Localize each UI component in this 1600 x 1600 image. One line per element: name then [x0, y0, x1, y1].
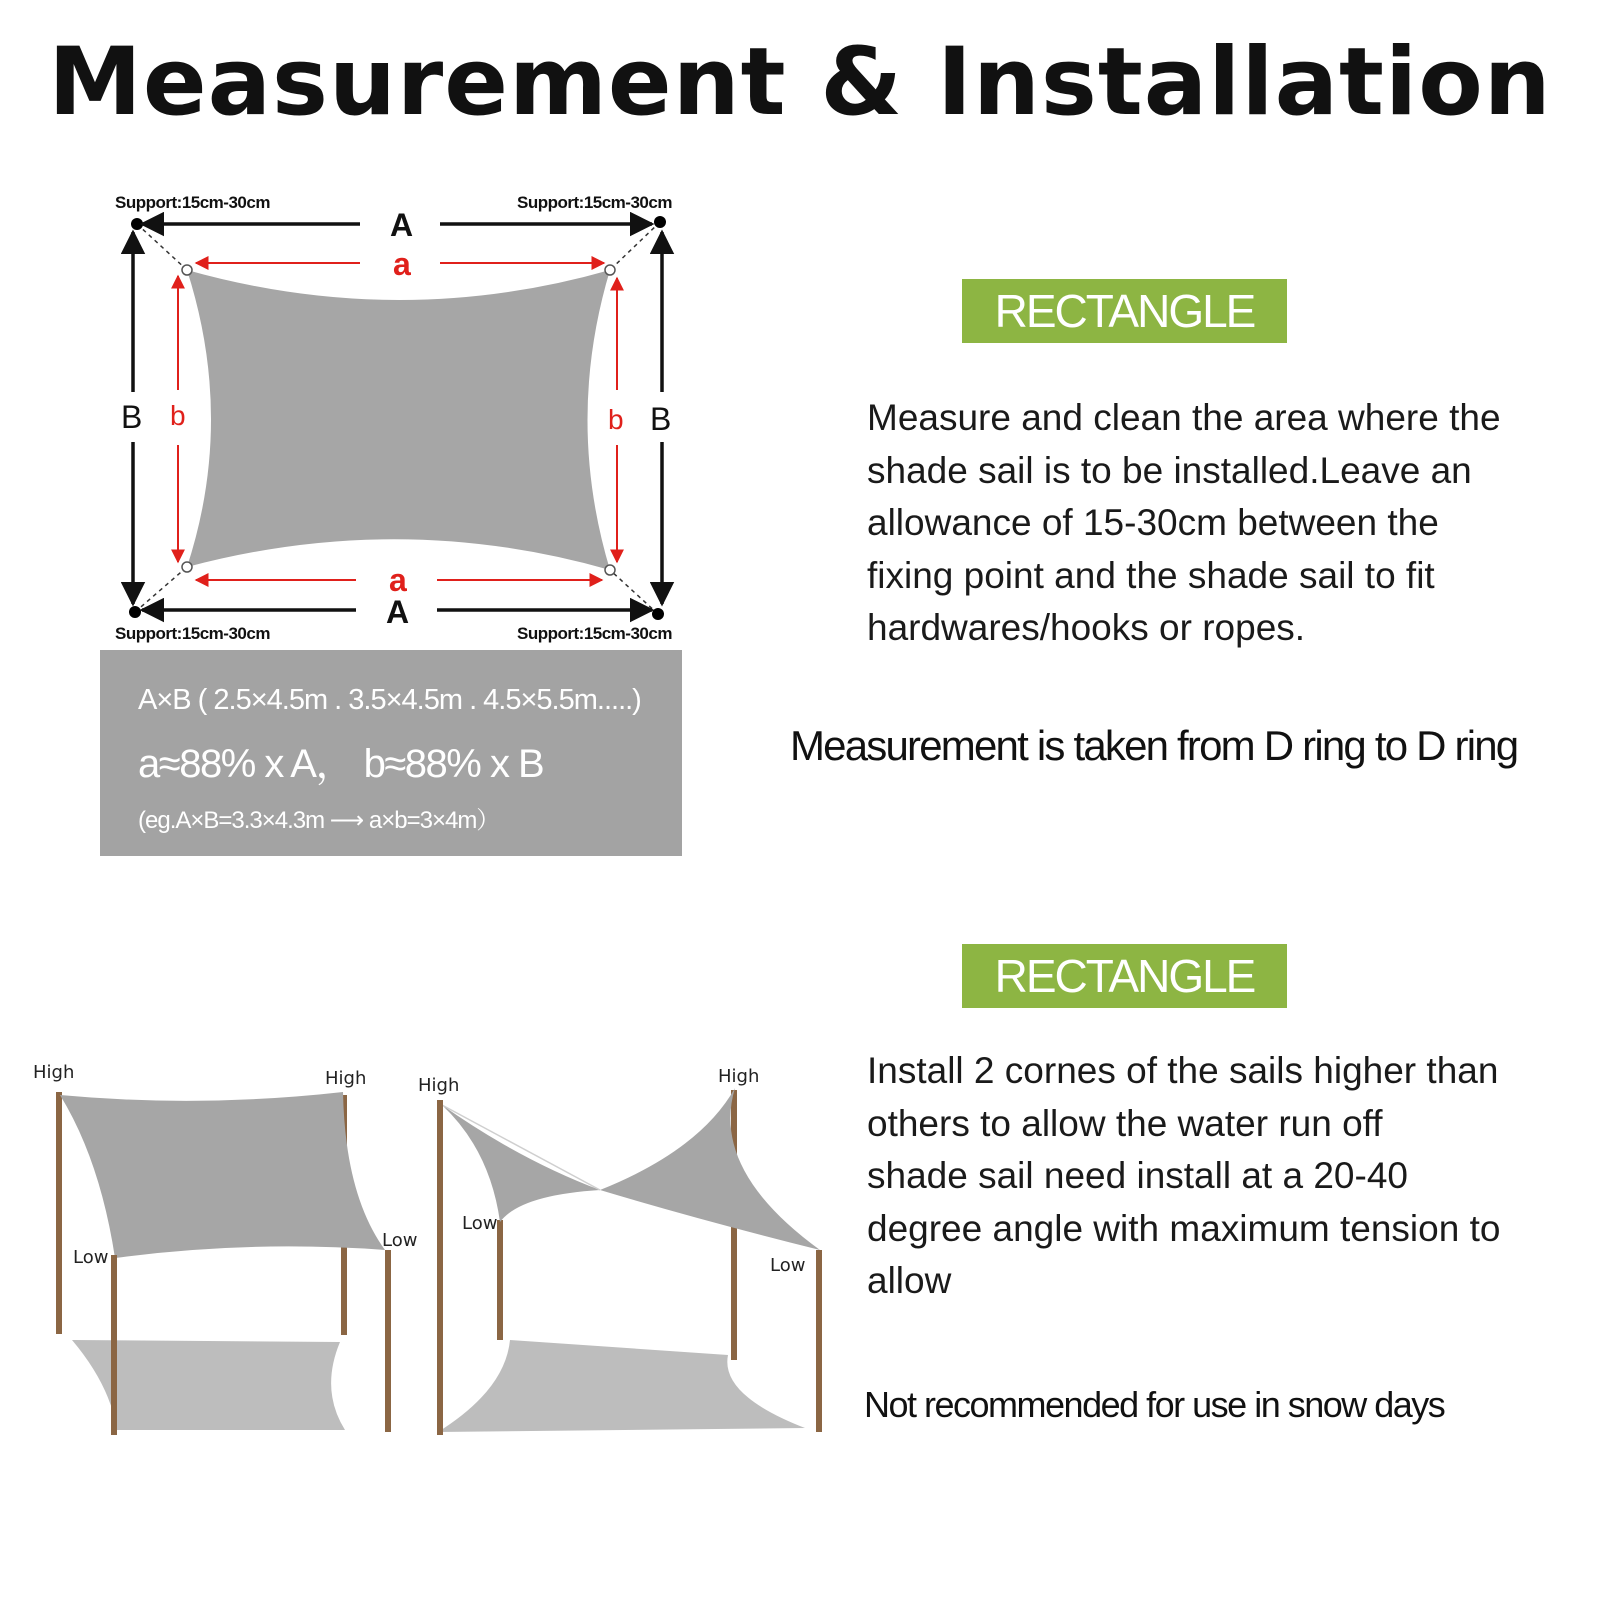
snow-warning: Not recommended for use in snow days: [864, 1384, 1445, 1425]
low-label-1a: Low: [73, 1247, 109, 1268]
install-line-5: allow: [867, 1260, 952, 1301]
sail-1: [60, 1092, 385, 1258]
inner-width-label-bottom: a: [389, 562, 407, 598]
support-label-top-right: Support:15cm-30cm: [517, 193, 672, 212]
size-options: A×B ( 2.5×4.5m . 3.5×4.5m . 4.5×5.5m.....): [138, 684, 641, 716]
pole-low-right: [385, 1250, 391, 1432]
high-label-1b: High: [325, 1068, 367, 1089]
measure-line-5: hardwares/hooks or ropes.: [867, 607, 1306, 648]
formula-box: [100, 650, 682, 856]
measure-line-4: fixing point and the shade sail to fit: [867, 554, 1435, 596]
install-line-1: Install 2 cornes of the sails higher than: [867, 1050, 1499, 1091]
rectangle-badge-1: RECTANGLE: [962, 279, 1287, 343]
high-label-2b: High: [718, 1066, 760, 1087]
measure-line-2: shade sail is to be installed.Leave an: [867, 449, 1472, 491]
install-line-2: others to allow the water run off: [867, 1102, 1383, 1144]
high-label-1a: High: [33, 1062, 75, 1083]
low-label-2a: Low: [462, 1213, 498, 1234]
sail-shadow-2: [438, 1340, 805, 1432]
outer-height-label-right: B: [650, 401, 672, 437]
low-label-2b: Low: [770, 1255, 806, 1276]
high-label-2a: High: [418, 1075, 460, 1096]
low-label-1b: Low: [382, 1230, 418, 1251]
d-ring-note: Measurement is taken from D ring to D ring: [790, 722, 1518, 769]
support-label-top-left: Support:15cm-30cm: [115, 193, 270, 212]
ratio-formula: a≈88% x A， b≈88% x B: [138, 742, 544, 786]
pole-low-front: [816, 1250, 822, 1432]
install-line-3: shade sail need install at a 20-40: [867, 1155, 1408, 1196]
inner-height-label-left: b: [170, 400, 186, 431]
install-line-4: degree angle with maximum tension to: [867, 1207, 1501, 1249]
rectangle-badge-2: RECTANGLE: [962, 944, 1287, 1008]
page-title: Measurement & Installation: [48, 28, 1552, 137]
install-illustration-2: [437, 1088, 822, 1435]
measure-instructions: [867, 392, 1567, 655]
pole-high-left: [56, 1092, 62, 1334]
outer-width-label-top: A: [390, 207, 414, 243]
support-label-bottom-left: Support:15cm-30cm: [115, 624, 270, 643]
inner-height-label-right: b: [608, 404, 624, 435]
outer-height-label-left: B: [121, 399, 143, 435]
install-instructions: [867, 1045, 1567, 1308]
measure-line-3: allowance of 15-30cm between the: [867, 502, 1439, 543]
support-label-bottom-right: Support:15cm-30cm: [517, 624, 672, 643]
example-formula: (eg.A×B=3.3×4.3m ⟶ a×b=3×4m）: [138, 807, 500, 834]
measure-line-1: Measure and clean the area where the: [867, 397, 1501, 438]
pole-low-left: [111, 1255, 117, 1435]
pole-high-front: [437, 1100, 443, 1435]
pole-low-back: [497, 1220, 503, 1340]
outer-width-label-bottom: A: [386, 594, 410, 630]
shade-sail-top-view: [187, 270, 610, 570]
inner-width-label-top: a: [393, 246, 411, 282]
